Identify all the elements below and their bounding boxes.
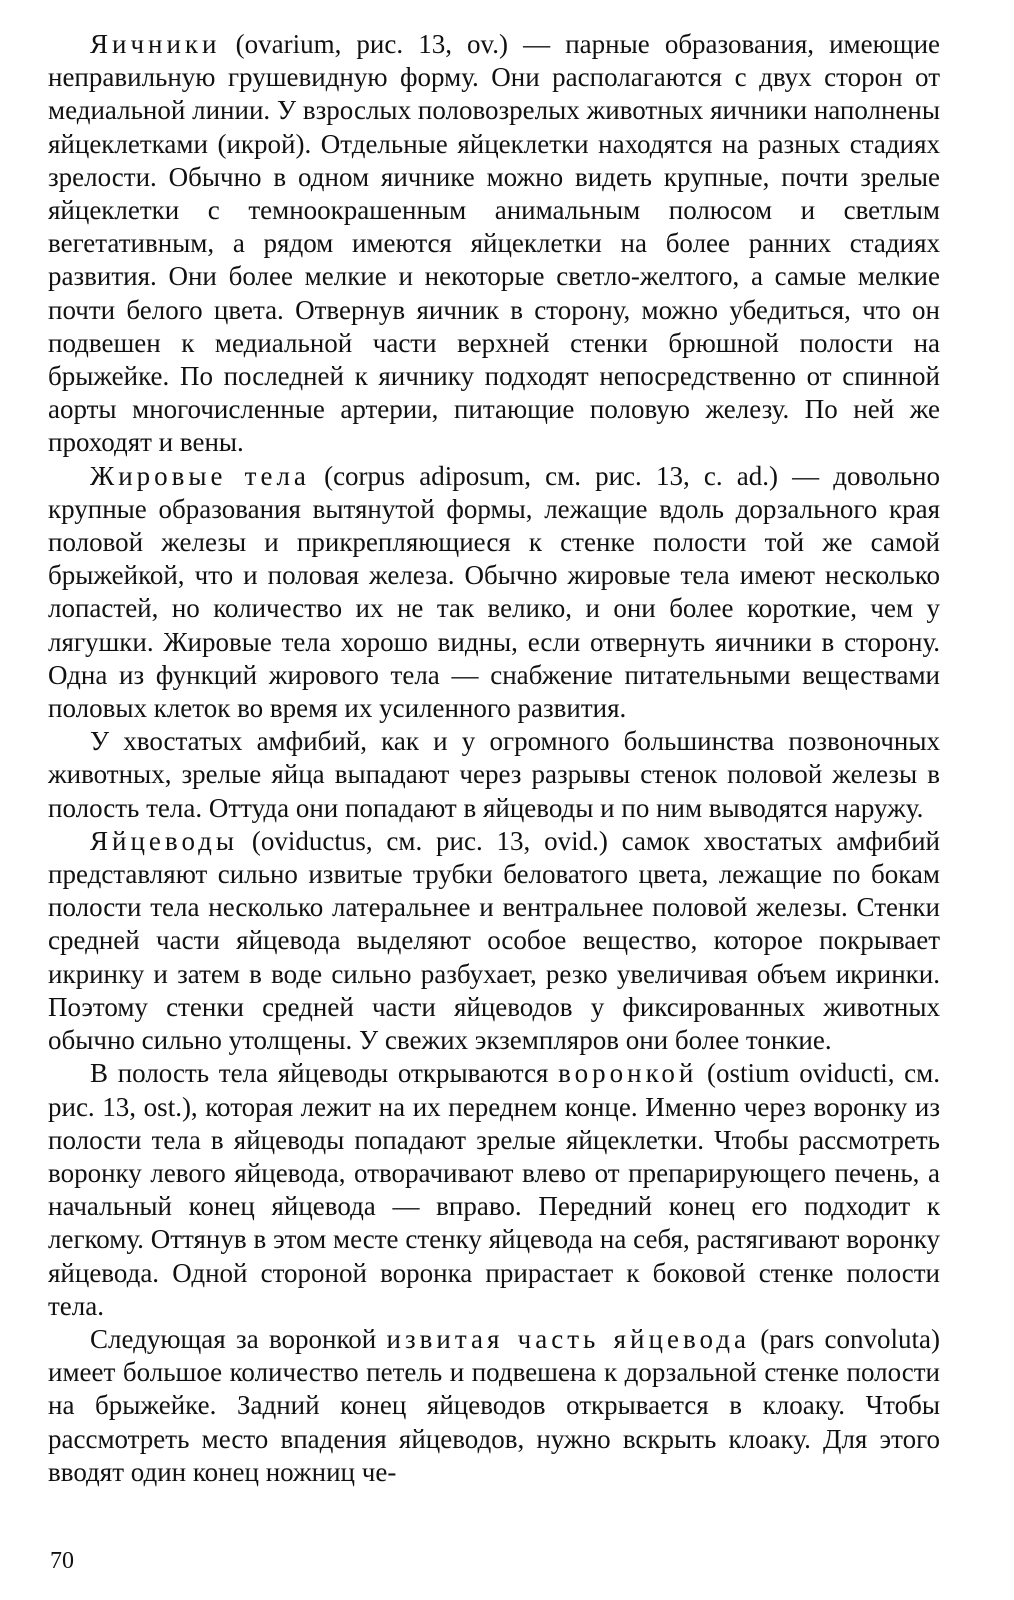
paragraph-oviducts (48, 825, 940, 1057)
term-ovaries: Яичники (90, 29, 221, 59)
page-number: 70 (50, 1548, 74, 1574)
term-funnel: воронкой (558, 1058, 698, 1089)
paragraph-oviducts-text: (oviductus, см. рис. 13, ovid.) самок хвостатых амфибий представляют сильно извитые трубки беловатого цвета, лежащие по бокам полости тела несколько латеральнее и вентральнее половой железы. Стенки средней части яйцевода выделяют особое вещество, которое покрывает икринку и затем в воде сильно разбухает, резко увеличивая объем икринки. Поэтому стенки средней части яйцеводов у фиксированных животных обычно сильно утолщены. У свежих экземпляров они более тонкие. (48, 825, 940, 1056)
term-oviducts: Яйцеводы (90, 825, 239, 856)
paragraph-eggs-release-text: У хвостатых амфибий, как и у огромного большинства позвоночных животных, зрелые яйца выпадают через разрывы стенок половой железы в полость тела. Оттуда они попадают в яйцеводы и по ним выводятся наружу. (48, 726, 940, 823)
paragraph-ovaries (48, 28, 940, 460)
paragraph-funnel (48, 1057, 940, 1323)
paragraph-convoluted-lead: Следующая за воронкой (90, 1323, 387, 1354)
paragraph-fat-bodies (48, 460, 940, 726)
paragraph-eggs-release (48, 725, 940, 825)
paragraph-convoluted-part (48, 1323, 940, 1489)
paragraph-funnel-text: (ostium oviducti, см. рис. 13, ost.), которая лежит на их переднем конце. Именно через воронку из полости тела в яйцеводы попадают зрелые яйцеклетки. Чтобы рассмотреть воронку левого яйцевода, отворачивают влево от препарирующего печень, а начальный конец яйцевода — вправо. Передний конец его подходит к легкому. Оттянув в этом месте стенку яйцевода на себя, растягивают воронку яйцевода. Одной стороной воронка прирастает к боковой стенке полости тела. (48, 1058, 940, 1321)
paragraph-funnel-lead: В полость тела яйцеводы открываются (90, 1058, 559, 1089)
page-text (48, 28, 940, 1489)
term-convoluted-part: извитая часть яйцевода (386, 1323, 750, 1354)
paragraph-convoluted-text: (pars convoluta) имеет большое количество петель и подвешена к дорзальной стенке полости на брыжейке. Задний конец яйцеводов открывается в клоаку. Чтобы рассмотреть место впадения яйцеводов, нужно вскрыть клоаку. Для этого вводят один конец ножниц че- (48, 1323, 941, 1487)
paragraph-ovaries-text: (ovarium, рис. 13, ov.) — парные образования, имеющие неправильную грушевидную форму. Они располагаются с двух сторон от медиальной линии. У взрослых половозрелых животных яичники наполнены яйцеклетками (икрой). Отдельные яйцеклетки находятся на разных стадиях зрелости. Обычно в одном яичнике можно видеть крупные, почти зрелые яйцеклетки с темноокрашенным анимальным полюсом и светлым вегетативным, а рядом имеются яйцеклетки на более ранних стадиях развития. Они более мелкие и некоторые светло-желтого, а самые мелкие почти белого цвета. Отвернув яичник в сторону, можно убедиться, что он подвешен к медиальной части верхней стенки брюшной полости на брыжейке. По последней к яичнику подходят непосредственно от спинной аорты многочисленные артерии, питающие половую железу. По ней же проходят и вены. (48, 29, 940, 458)
paragraph-fat-bodies-text: (corpus adiposum, см. рис. 13, c. ad.) — довольно крупные образования вытянутой формы, лежащие вдоль дорзального края половой железы и прикрепляющиеся к стенке полости той же самой брыжейкой, что и половая железа. Обычно жировые тела имеют несколько лопастей, но количество их не так велико, и они более короткие, чем у лягушки. Жировые тела хорошо видны, если отвернуть яичники в сторону. Одна из функций жирового тела — снабжение питательными веществами половых клеток во время их усиленного развития. (48, 460, 940, 724)
term-fat-bodies: Жировые тела (90, 460, 310, 491)
